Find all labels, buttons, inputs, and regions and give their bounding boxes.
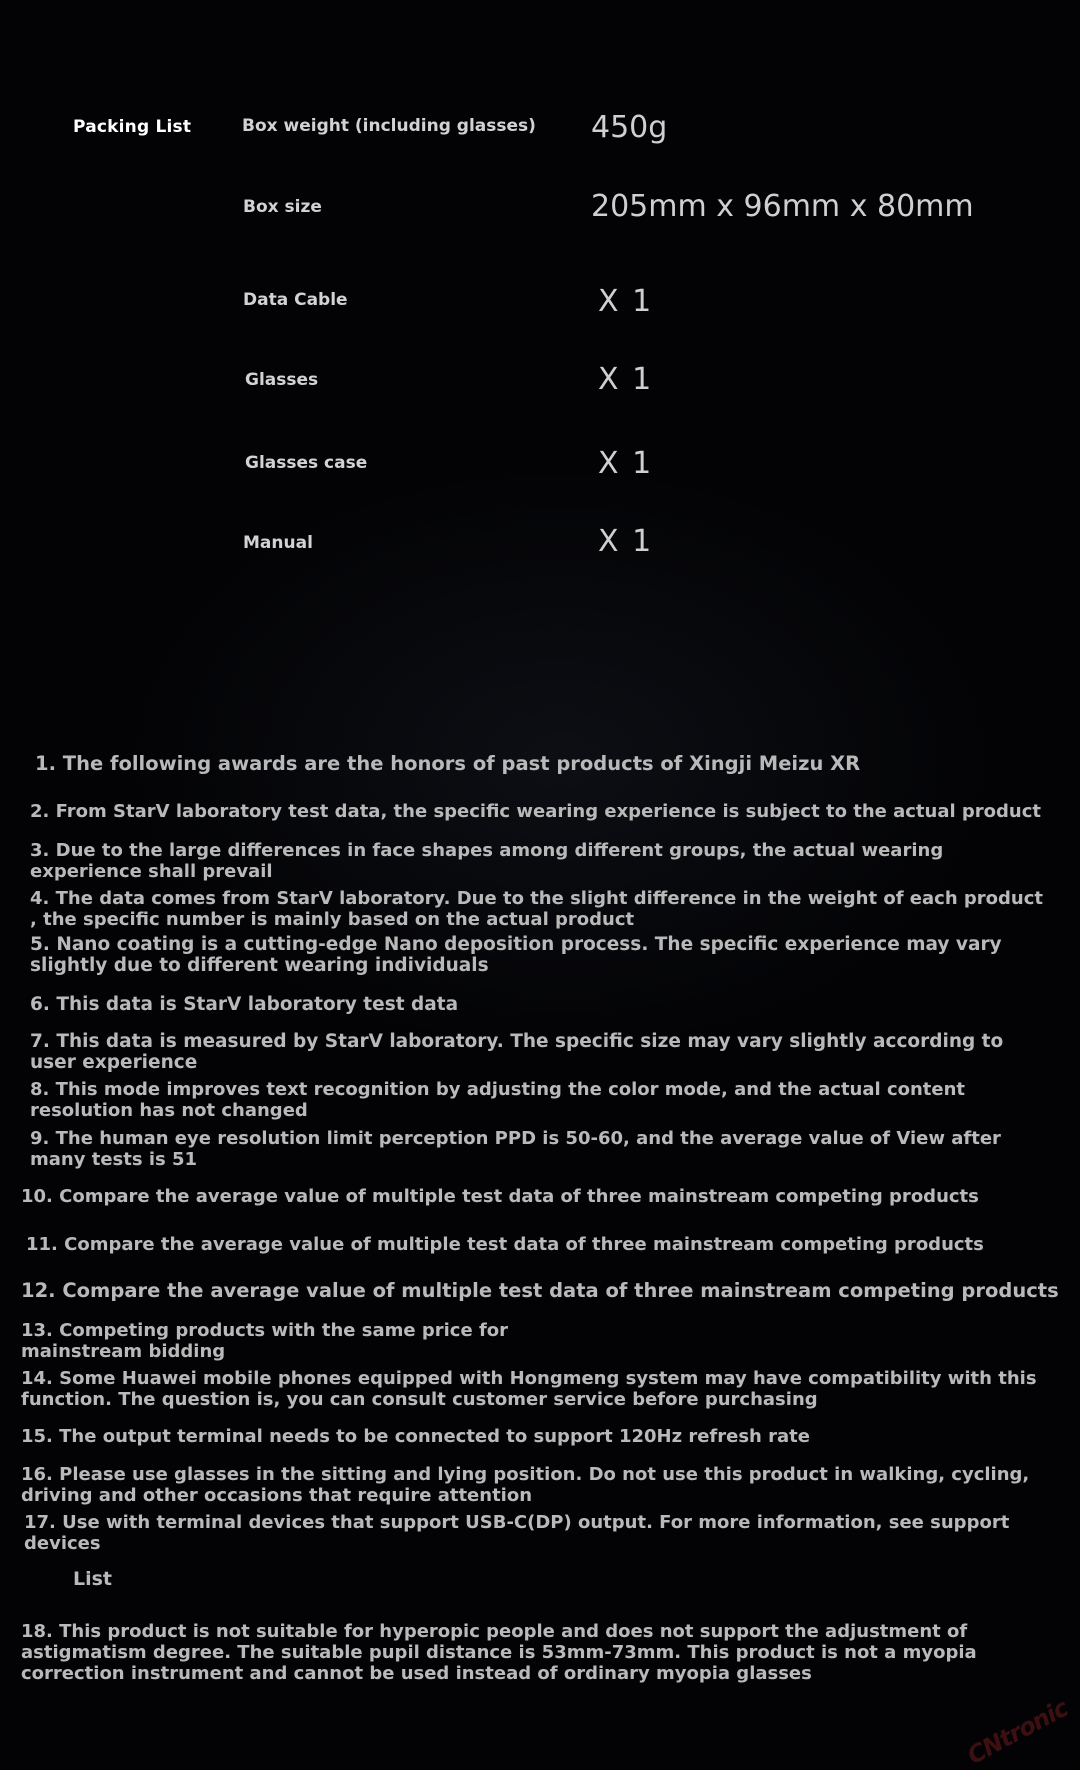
spec-label-box-size: Box size (243, 197, 322, 217)
spec-label-glasses-case: Glasses case (245, 453, 368, 473)
packing-list-title: Packing List (73, 117, 192, 137)
footnote-7: 7. This data is measured by StarV laboratory. The specific size may vary slightly according to user experience (30, 1031, 1004, 1073)
spec-label-data-cable: Data Cable (243, 290, 348, 310)
footnote-14: 14. Some Huawei mobile phones equipped with Hongmeng system may have compatibility with this function. The question is, you can consult customer service before purchasing (21, 1368, 1037, 1410)
footnote-4: 4. The data comes from StarV laboratory. Due to the slight difference in the weight of each product , the specific number is mainly based on the actual product (30, 888, 1044, 930)
watermark-logo: CNtronic (962, 1694, 1073, 1770)
spec-value-box-weight: 450g (591, 110, 668, 145)
footnote-13: 13. Competing products with the same price for mainstream bidding (21, 1320, 509, 1362)
footnote-5: 5. Nano coating is a cutting-edge Nano deposition process. The specific experience may vary slightly due to different wearing individuals (30, 934, 1002, 976)
footnote-6: 6. This data is StarV laboratory test data (30, 994, 459, 1015)
footnote-8: 8. This mode improves text recognition by adjusting the color mode, and the actual content resolution has not changed (30, 1079, 966, 1121)
spec-label-box-weight: Box weight (including glasses) (242, 116, 536, 136)
footnote-10: 10. Compare the average value of multiple test data of three mainstream competing products (21, 1186, 979, 1207)
footnote-15: 15. The output terminal needs to be connected to support 120Hz refresh rate (21, 1426, 810, 1447)
spec-label-glasses: Glasses (245, 370, 319, 390)
footnote-9: 9. The human eye resolution limit perception PPD is 50-60, and the average value of View after many tests is 51 (30, 1128, 1001, 1170)
spec-value-glasses: X 1 (598, 362, 654, 397)
footnote-3: 3. Due to the large differences in face shapes among different groups, the actual wearing experience shall prevail (30, 840, 944, 882)
footnote-12: 12. Compare the average value of multiple test data of three mainstream competing products (21, 1279, 1059, 1302)
footnote-16: 16. Please use glasses in the sitting and lying position. Do not use this product in walking, cycling, driving and other occasions that require attention (21, 1464, 1030, 1506)
footnote-2: 2. From StarV laboratory test data, the specific wearing experience is subject to the actual product (30, 801, 1042, 822)
spec-label-manual: Manual (243, 533, 313, 553)
spec-value-data-cable: X 1 (598, 284, 654, 319)
spec-value-manual: X 1 (598, 524, 654, 559)
spec-value-glasses-case: X 1 (598, 446, 654, 481)
footnote-17: 17. Use with terminal devices that support USB-C(DP) output. For more information, see support devices (24, 1512, 1010, 1554)
footnote-1: 1. The following awards are the honors of past products of Xingji Meizu XR (35, 752, 861, 775)
list-heading: List (73, 1568, 113, 1590)
footnote-18: 18. This product is not suitable for hyperopic people and does not support the adjustment of astigmatism degree. The suitable pupil distance is 53mm-73mm. This product is not a myopia correction instrument and cannot be used instead of ordinary myopia glasses (21, 1621, 977, 1684)
spec-value-box-size: 205mm x 96mm x 80mm (591, 189, 974, 224)
footnote-11: 11. Compare the average value of multiple test data of three mainstream competing products (26, 1234, 984, 1255)
